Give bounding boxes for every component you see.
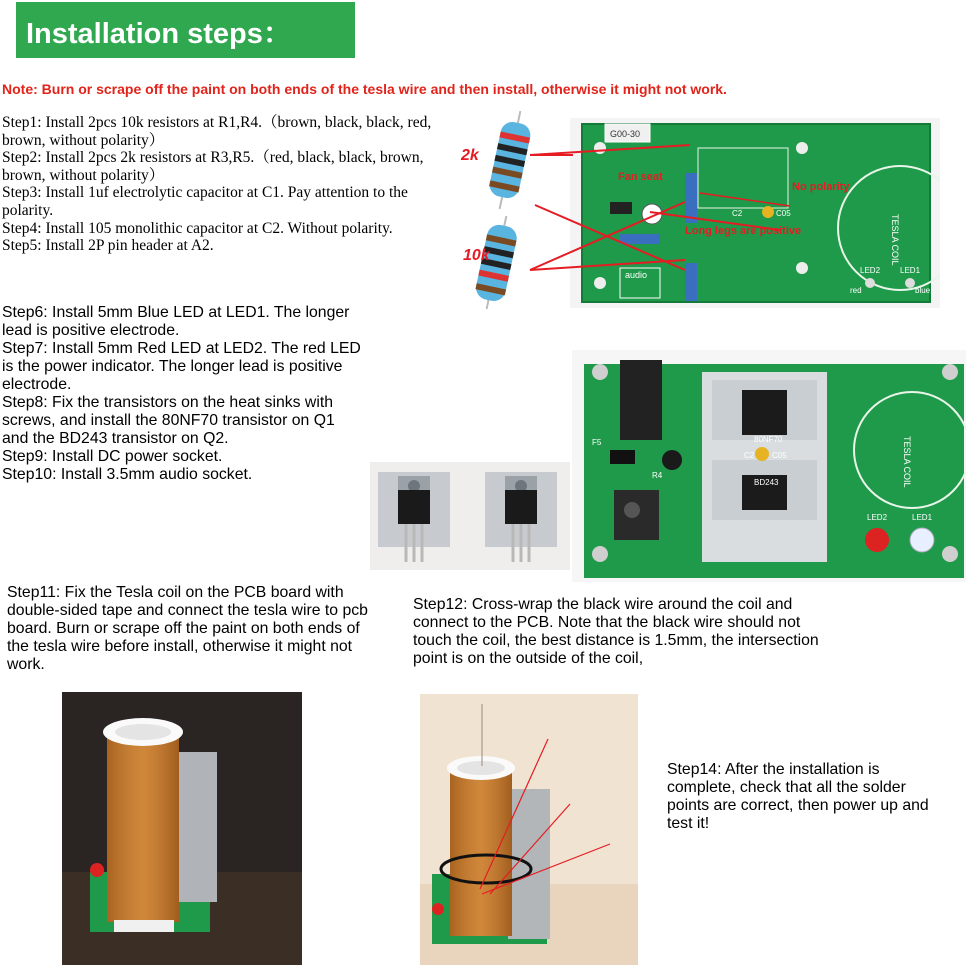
step-3: Step3: Install 1uf electrolytic capacitor at C1. Pay attention to the polarity. <box>2 184 408 219</box>
steps-6-10 <box>2 304 362 484</box>
step-1: Step1: Install 2pcs 10k resistors at R1,R4.（brown, black, black, red, brown, without polarity） <box>2 114 432 149</box>
heatsink-photo <box>370 462 570 570</box>
label-2k: 2k <box>461 147 479 164</box>
step-12: Step12: Cross-wrap the black wire around the coil and connect to the PCB. Note that the black wire should not touch the coil, the best distance is 1.5mm, the intersection point is on the outside of the coil, <box>413 596 819 667</box>
step-14: Step14: After the installation is complete, check that all the solder points are correct, then power up and test it! <box>667 761 929 832</box>
annotation-fan-seat: Fan seat <box>618 171 663 183</box>
label-10k: 10k <box>463 247 490 264</box>
steps-1-5 <box>2 114 434 255</box>
svg-text:LED1: LED1 <box>912 513 933 522</box>
step-11: Step11: Fix the Tesla coil on the PCB board with double-sided tape and connect the tesla wire to pcb board. Burn or scrape off the paint on both ends of the tesla wire before install, otherwise it might not work. <box>7 584 368 673</box>
step-10: Step10: Install 3.5mm audio socket. <box>2 466 253 483</box>
svg-text:C05: C05 <box>776 209 791 218</box>
svg-text:C05: C05 <box>772 451 787 460</box>
svg-text:audio: audio <box>625 270 648 280</box>
step-6: Step6: Install 5mm Blue LED at LED1. The longer lead is positive electrode. <box>2 304 350 339</box>
step-9: Step9: Install DC power socket. <box>2 448 223 465</box>
title-banner <box>16 2 355 58</box>
svg-text:red: red <box>850 286 862 295</box>
svg-text:G00-30: G00-30 <box>610 129 641 139</box>
step-5: Step5: Install 2P pin header at A2. <box>2 237 214 255</box>
tesla-coil-photo-1 <box>62 692 302 965</box>
svg-text:LED2: LED2 <box>860 266 881 275</box>
svg-text:F5: F5 <box>592 438 602 447</box>
svg-text:LED2: LED2 <box>867 513 888 522</box>
svg-text:blue: blue <box>915 286 931 295</box>
step-4: Step4: Install 105 monolithic capacitor at C2. Without polarity. <box>2 219 393 237</box>
step-7: Step7: Install 5mm Red LED at LED2. The red LED is the power indicator. The longer lead is positive electrode. <box>2 340 361 393</box>
step-2: Step2: Install 2pcs 2k resistors at R3,R5.（red, black, black, brown, brown, without polarity） <box>2 149 424 184</box>
annotation-long-legs: Long legs are positive <box>685 225 802 237</box>
pcb-assembled-photo <box>572 350 966 582</box>
annotation-no-polarity: No polarity <box>792 181 850 193</box>
svg-text:BD243: BD243 <box>754 478 779 487</box>
svg-text:TESLA COIL: TESLA COIL <box>902 436 912 488</box>
tesla-coil-photo-2 <box>420 694 638 965</box>
step-8: Step8: Fix the transistors on the heat sinks with screws, and install the 80NF70 transistor on Q1 and the BD243 transistor on Q2. <box>2 394 335 447</box>
svg-text:TESLA COIL: TESLA COIL <box>890 214 900 266</box>
svg-text:LED1: LED1 <box>900 266 921 275</box>
svg-text:C2: C2 <box>732 209 743 218</box>
warning-note: Note: Burn or scrape off the paint on both ends of the tesla wire and then install, otherwise it might not work. <box>2 81 727 97</box>
resistor-arrows <box>455 110 695 290</box>
svg-text:C2: C2 <box>744 451 755 460</box>
svg-text:80NF70: 80NF70 <box>754 435 783 444</box>
page-title: Installation steps： <box>26 18 292 50</box>
svg-text:R4: R4 <box>652 471 663 480</box>
